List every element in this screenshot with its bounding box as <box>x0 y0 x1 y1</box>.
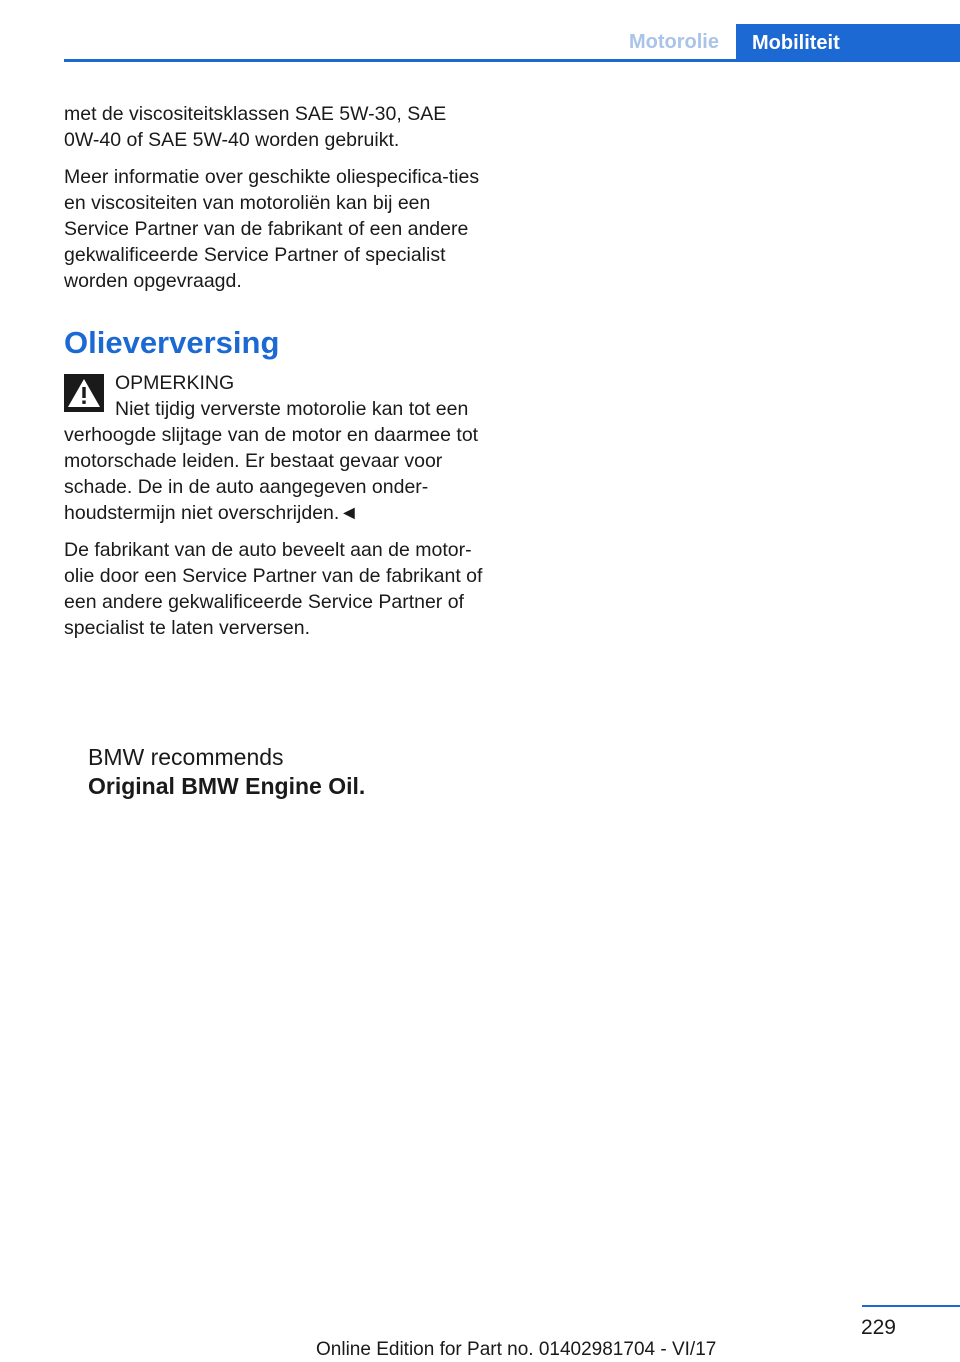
notice-title: OPMERKING <box>115 372 235 394</box>
warning-notice <box>64 370 484 526</box>
page-header <box>0 24 960 62</box>
warning-triangle-icon <box>64 374 104 412</box>
tab-motorolie[interactable]: Motorolie <box>629 31 719 53</box>
header-divider <box>64 59 960 62</box>
section-heading: Olieverversing <box>64 325 280 360</box>
main-content <box>64 101 484 652</box>
advert-line-engine-oil: Original BMW Engine Oil. <box>88 773 366 799</box>
paragraph-viscosity: met de viscositeitsklassen SAE 5W-30, SAE 0W-40 of SAE 5W-40 worden gebruikt. <box>64 103 447 151</box>
notice-body: Niet tijdig ververste motorolie kan tot een verhoogde slijtage van de motor en daarmee tot motorschade leiden. Er bestaat gevaar voor schade. De in de auto aangegeven onder-houdstermijn niet overschrijden.◄ <box>64 398 479 524</box>
footer-divider <box>862 1305 960 1307</box>
edition-note: Online Edition for Part no. 01402981704 - VI/17 <box>316 1339 717 1360</box>
tab-mobiliteit[interactable]: Mobiliteit <box>736 24 960 62</box>
bmw-oil-advert <box>88 743 365 801</box>
page-number: 229 <box>860 1316 896 1339</box>
paragraph-oil-change: De fabrikant van de auto beveelt aan de motor-olie door een Service Partner van de fabrikant of een andere gekwalificeerde Service Partner of specialist te laten verversen. <box>64 539 483 639</box>
advert-line-recommends: BMW recommends <box>88 744 284 770</box>
paragraph-more-info: Meer informatie over geschikte oliespecifica-ties en viscositeiten van motoroliën kan bij een Service Partner van de fabrikant of een andere gekwalificeerde Service Partner of specialist worden opgevraagd. <box>64 166 480 292</box>
